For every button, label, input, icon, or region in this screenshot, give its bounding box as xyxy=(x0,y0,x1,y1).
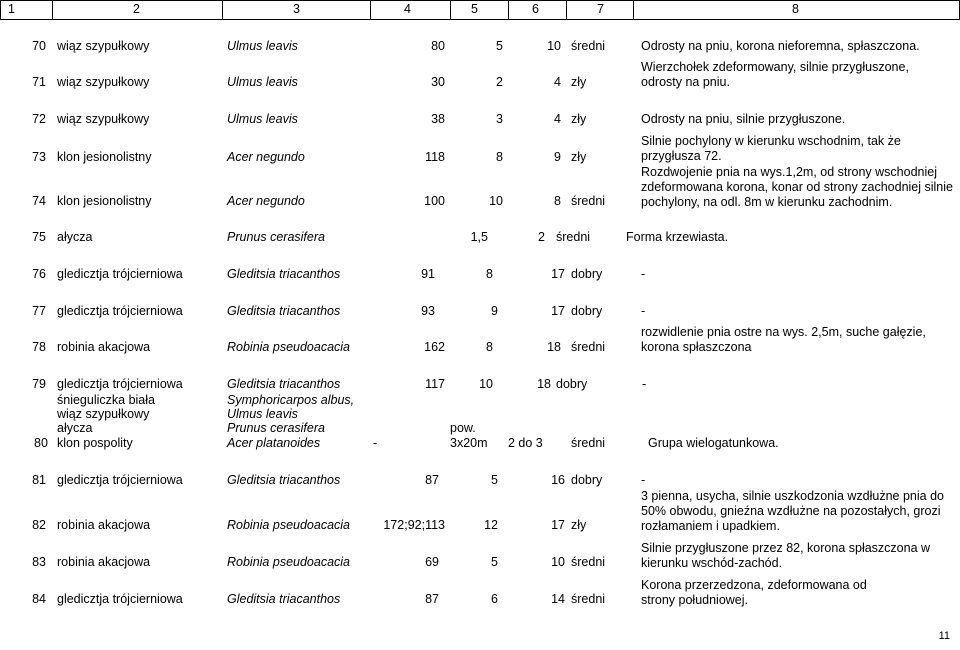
height: 6 xyxy=(491,592,498,606)
species-name: gledicztja trójcierniowa xyxy=(57,377,183,391)
table-top-border xyxy=(0,0,960,1)
height: 3x20m xyxy=(450,436,488,450)
trunk-circumference: 93 xyxy=(421,304,435,318)
species-name: wiąz szypułkowy xyxy=(57,407,150,421)
height: 9 xyxy=(491,304,498,318)
species-name: robinia akacjowa xyxy=(57,518,151,532)
species-latin: Gleditsia triacanthos xyxy=(227,267,341,281)
species-name: gledicztja trójcierniowa xyxy=(57,592,183,606)
row-number: 84 xyxy=(32,592,46,606)
crown-width: 2 do 3 xyxy=(508,436,543,450)
header-divider xyxy=(52,0,53,20)
remarks: Forma krzewiasta. xyxy=(626,230,729,244)
species-name: ałycza xyxy=(57,230,93,244)
condition: średni xyxy=(571,555,606,569)
species-latin: Symphoricarpos albus, xyxy=(227,393,355,407)
trunk-circumference: 1,5 xyxy=(470,230,488,244)
header-col-7: 7 xyxy=(597,2,604,16)
condition: średni xyxy=(571,39,606,53)
species-latin: Gleditsia triacanthos xyxy=(227,473,341,487)
condition: zły xyxy=(571,518,587,532)
species-latin: Gleditsia triacanthos xyxy=(227,304,341,318)
species-latin: Robinia pseudoacacia xyxy=(227,555,351,569)
condition: średni xyxy=(556,230,591,244)
remarks: - xyxy=(641,473,646,487)
crown-width: 10 xyxy=(547,39,561,53)
condition: średni xyxy=(571,194,606,208)
species-name: wiąz szypułkowy xyxy=(57,39,150,53)
row-number: 81 xyxy=(32,473,46,487)
species-latin: Acer platanoides xyxy=(227,436,321,450)
trunk-circumference: 117 xyxy=(425,377,445,391)
row-number: 83 xyxy=(32,555,46,569)
species-latin: Prunus cerasifera xyxy=(227,421,325,435)
condition: zły xyxy=(571,75,587,89)
row-number: 78 xyxy=(32,340,46,354)
trunk-circumference: 30 xyxy=(431,75,445,89)
condition: dobry xyxy=(571,267,603,281)
species-latin: Robinia pseudoacacia xyxy=(227,340,351,354)
remarks: Silnie pochylony w kierunku wschodnim, tak że przygłusza 72. xyxy=(641,134,901,163)
species-latin: Gleditsia triacanthos xyxy=(227,377,341,391)
header-divider xyxy=(566,0,567,20)
crown-width: 17 xyxy=(551,518,565,532)
trunk-circumference: - xyxy=(373,436,378,450)
species-name: śnieguliczka biała xyxy=(57,393,155,407)
crown-width: 17 xyxy=(551,304,565,318)
remarks: Rozdwojenie pnia na wys.1,2m, od strony wschodniej zdeformowana korona, konar od strony zachodniej silnie pochylony, na odl. 8m w kierunku zachodnim. xyxy=(641,165,953,209)
crown-width: 9 xyxy=(554,150,561,164)
header-divider xyxy=(370,0,371,20)
species-name: klon jesionolistny xyxy=(57,194,152,208)
species-latin: Acer negundo xyxy=(227,150,305,164)
remarks: rozwidlenie pnia ostre na wys. 2,5m, suche gałęzie, korona spłaszczona xyxy=(641,325,926,354)
height: 10 xyxy=(479,377,493,391)
row-number: 76 xyxy=(32,267,46,281)
species-latin: Ulmus leavis xyxy=(227,75,298,89)
trunk-circumference: 162 xyxy=(424,340,445,354)
height: 8 xyxy=(486,340,493,354)
species-latin: Ulmus leavis xyxy=(227,407,298,421)
header-col-6: 6 xyxy=(532,2,539,16)
species-latin: Prunus cerasifera xyxy=(227,230,325,244)
row-number: 82 xyxy=(32,518,46,532)
height: 10 xyxy=(489,194,503,208)
height: 2 xyxy=(496,75,503,89)
condition: dobry xyxy=(556,377,588,391)
species-latin: Ulmus leavis xyxy=(227,39,298,53)
species-latin: Acer negundo xyxy=(227,194,305,208)
species-name: robinia akacjowa xyxy=(57,340,151,354)
page-number: 11 xyxy=(938,630,950,642)
header-divider xyxy=(508,0,509,20)
remarks: 3 pienna, usycha, silnie uszkodzonia wzdłużne pnia do 50% obwodu, gnieźna wzdłużne na pozostałych, grozi rozłamaniem i upadkiem. xyxy=(641,489,944,533)
condition: dobry xyxy=(571,473,603,487)
row-number: 70 xyxy=(32,39,46,53)
crown-width: 10 xyxy=(551,555,565,569)
species-name: gledicztja trójcierniowa xyxy=(57,267,183,281)
height: 5 xyxy=(496,39,503,53)
row-number: 71 xyxy=(32,75,46,89)
header-divider xyxy=(450,0,451,20)
species-name: robinia akacjowa xyxy=(57,555,151,569)
header-divider xyxy=(222,0,223,20)
trunk-circumference: 87 xyxy=(425,592,439,606)
row-number: 75 xyxy=(32,230,46,244)
row-number: 77 xyxy=(32,304,46,318)
header-col-3: 3 xyxy=(293,2,300,16)
trunk-circumference: 80 xyxy=(431,39,445,53)
remarks: - xyxy=(641,304,646,318)
crown-width: 14 xyxy=(551,592,565,606)
species-latin: Ulmus leavis xyxy=(227,112,298,126)
species-name: wiąz szypułkowy xyxy=(57,75,150,89)
row-number: 72 xyxy=(32,112,46,126)
height: 8 xyxy=(496,150,503,164)
trunk-circumference: 69 xyxy=(425,555,439,569)
condition: średni xyxy=(571,436,606,450)
crown-width: 4 xyxy=(554,75,561,89)
trunk-circumference: 118 xyxy=(425,150,445,164)
remarks: Wierzchołek zdeformowany, silnie przygłuszone, odrosty na pniu. xyxy=(641,60,909,89)
trunk-circumference: 38 xyxy=(431,112,445,126)
header-col-1: 1 xyxy=(8,2,15,16)
crown-width: 18 xyxy=(537,377,551,391)
header-col-4: 4 xyxy=(404,2,411,16)
remarks: - xyxy=(641,267,646,281)
height: pow. xyxy=(450,421,476,435)
species-name: gledicztja trójcierniowa xyxy=(57,473,183,487)
species-name: klon jesionolistny xyxy=(57,150,152,164)
remarks: Odrosty na pniu, korona nieforemna, spłaszczona. xyxy=(641,39,920,53)
remarks: Grupa wielogatunkowa. xyxy=(648,436,779,450)
condition: dobry xyxy=(571,304,603,318)
header-col-8: 8 xyxy=(792,2,799,16)
species-name: wiąz szypułkowy xyxy=(57,112,150,126)
height: 12 xyxy=(484,518,498,532)
species-name: klon pospolity xyxy=(57,436,133,450)
remarks: - xyxy=(642,377,647,391)
species-name: gledicztja trójcierniowa xyxy=(57,304,183,318)
header-divider xyxy=(633,0,634,20)
crown-width: 17 xyxy=(551,267,565,281)
row-number: 74 xyxy=(32,194,46,208)
species-name: ałycza xyxy=(57,421,93,435)
crown-width: 18 xyxy=(547,340,561,354)
height: 2 xyxy=(538,230,545,244)
condition: zły xyxy=(571,112,587,126)
row-number: 80 xyxy=(34,436,48,450)
header-divider xyxy=(0,0,1,20)
trunk-circumference: 100 xyxy=(424,194,445,208)
header-bottom-border xyxy=(0,19,960,20)
remarks: Odrosty na pniu, silnie przygłuszone. xyxy=(641,112,846,126)
condition: średni xyxy=(571,340,606,354)
condition: zły xyxy=(571,150,587,164)
species-latin: Gleditsia triacanthos xyxy=(227,592,341,606)
trunk-circumference: 172;92;113 xyxy=(383,518,445,532)
crown-width: 8 xyxy=(554,194,561,208)
condition: średni xyxy=(571,592,606,606)
remarks: Korona przerzedzona, zdeformowana od strony południowej. xyxy=(641,578,867,607)
header-col-5: 5 xyxy=(471,2,478,16)
row-number: 79 xyxy=(32,377,46,391)
row-number: 73 xyxy=(32,150,46,164)
height: 5 xyxy=(491,473,498,487)
remarks: Silnie przygłuszone przez 82, korona spłaszczona w kierunku wschód-zachód. xyxy=(641,541,931,570)
species-latin: Robinia pseudoacacia xyxy=(227,518,351,532)
trunk-circumference: 87 xyxy=(425,473,439,487)
height: 5 xyxy=(491,555,498,569)
height: 3 xyxy=(496,112,503,126)
crown-width: 4 xyxy=(554,112,561,126)
crown-width: 16 xyxy=(551,473,565,487)
height: 8 xyxy=(486,267,493,281)
trunk-circumference: 91 xyxy=(421,267,435,281)
header-col-2: 2 xyxy=(133,2,140,16)
